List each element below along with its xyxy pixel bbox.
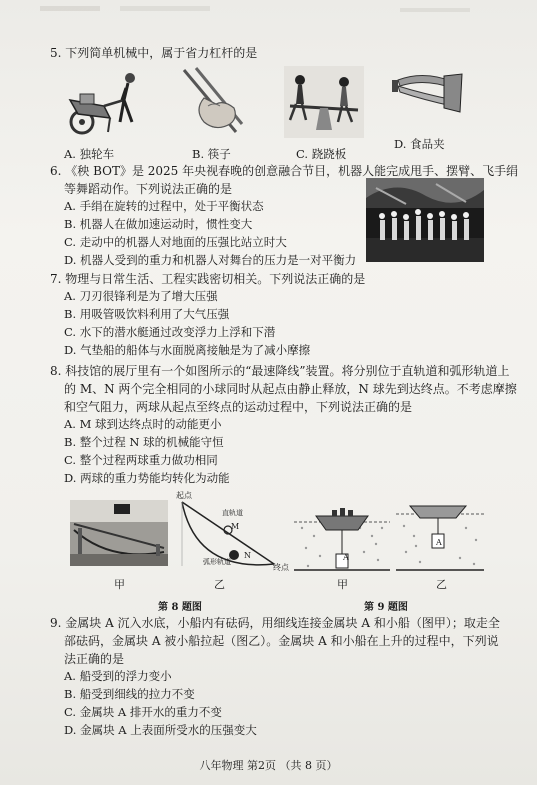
q8-option-c: C. 整个过程两球重力做功相同	[64, 453, 218, 467]
q7-option-b: B. 用吸管吸饮料利用了大气压强	[64, 307, 230, 321]
q6-stem-line1: 6. 《秧 BOT》是 2025 年央视春晚的创意融合节目，机器人能完成甩手、摆臂、飞手绢	[50, 164, 519, 178]
q6-option-b: B. 机器人在做加速运动时，惯性变大	[64, 217, 253, 231]
robot-dance-photo	[366, 178, 484, 262]
q9-option-d: D. 金属块 A 上表面所受水的压强变大	[64, 723, 257, 737]
q8-figure-yi-label: 乙	[214, 578, 225, 591]
q5-option-a: A. 独轮车	[64, 147, 115, 161]
q9-block-a-label-jia: A	[343, 553, 349, 562]
q8-option-d: D. 两球的重力势能均转化为动能	[64, 471, 230, 485]
q5-option-d: D. 食品夹	[394, 137, 445, 151]
q5-option-b: B. 筷子	[192, 147, 231, 161]
q9-figure-caption: 第 9 题图	[364, 602, 408, 613]
q8-stem-line2: 的 M、N 两个完全相同的小球同时从起点由静止释放，N 球先到达终点。不考虑摩擦	[64, 382, 517, 396]
q7-option-c: C. 水下的潜水艇通过改变浮力上浮和下潜	[64, 325, 276, 339]
q9-option-a: A. 船受到的浮力变小	[64, 669, 172, 683]
food-tongs-image	[384, 64, 464, 128]
q8-ball-n-label: N	[244, 551, 251, 560]
q8-stem-line1: 8. 科技馆的展厅里有一个如图所示的“最速降线”装置。将分别位于直轨道和弧形轨道上	[50, 364, 510, 378]
q6-option-c: C. 走动中的机器人对地面的压强比站立时大	[64, 235, 287, 249]
q6-option-d: D. 机器人受到的重力和机器人对舞台的压力是一对平衡力	[64, 253, 357, 267]
q5-stem: 5. 下列简单机械中，属于省力杠杆的是	[50, 46, 258, 60]
q8-track-diagram	[176, 494, 286, 574]
q5-option-c: C. 跷跷板	[296, 147, 347, 161]
q9-figure-yi	[396, 500, 484, 574]
q8-end-label: 终点	[273, 563, 289, 572]
q7-option-d: D. 气垫船的船体与水面脱离接触是为了减小摩擦	[64, 343, 311, 357]
q9-stem-line1: 9. 金属块 A 沉入水底，小船内有砝码，用细线连接金属块 A 和小船（图甲）；取走全	[50, 616, 500, 630]
q8-start-label: 起点	[176, 491, 192, 500]
seesaw-image	[284, 66, 364, 138]
q9-stem-line2: 部砝码，金属块 A 被小船拉起（图乙）。金属块 A 和小船在上升的过程中，下列说	[64, 634, 499, 648]
q9-option-b: B. 船受到细线的拉力不变	[64, 687, 195, 701]
q9-figure-jia-label: 甲	[337, 578, 348, 591]
q7-option-a: A. 刀刃很锋利是为了增大压强	[64, 289, 218, 303]
q9-block-a-label-yi: A	[436, 538, 442, 547]
q8-option-a: A. M 球到达终点时的动能更小	[64, 417, 222, 431]
q9-stem-line3: 法正确的是	[64, 652, 125, 666]
q9-figure-yi-label: 乙	[436, 578, 447, 591]
q8-option-b: B. 整个过程 N 球的机械能守恒	[64, 435, 224, 449]
q9-option-c: C. 金属块 A 排开水的重力不变	[64, 705, 222, 719]
q8-figure-caption: 第 8 题图	[158, 602, 202, 613]
page-footer: 八年物理 第2页 （共 8 页）	[199, 759, 338, 772]
q8-straight-track-label: 直轨道	[222, 509, 243, 517]
q6-option-a: A. 手绢在旋转的过程中，处于平衡状态	[64, 199, 264, 213]
q8-stem-line3: 和空气阻力，两球从起点至终点的运动过程中，下列说法正确的是	[64, 400, 413, 414]
q8-figure-jia-label: 甲	[114, 578, 125, 591]
wheelbarrow-image	[64, 70, 144, 142]
q8-arc-track-label: 弧形轨道	[203, 558, 231, 566]
q6-stem-line2: 等舞蹈动作。下列说法正确的是	[64, 182, 233, 196]
chopsticks-image	[174, 66, 254, 138]
q8-ball-m-label: M	[231, 522, 240, 531]
q9-figure-jia	[294, 508, 390, 574]
bleed-through-header	[0, 0, 537, 18]
q8-exhibit-photo	[70, 500, 168, 566]
q7-stem: 7. 物理与日常生活、工程实践密切相关。下列说法正确的是	[50, 272, 366, 286]
